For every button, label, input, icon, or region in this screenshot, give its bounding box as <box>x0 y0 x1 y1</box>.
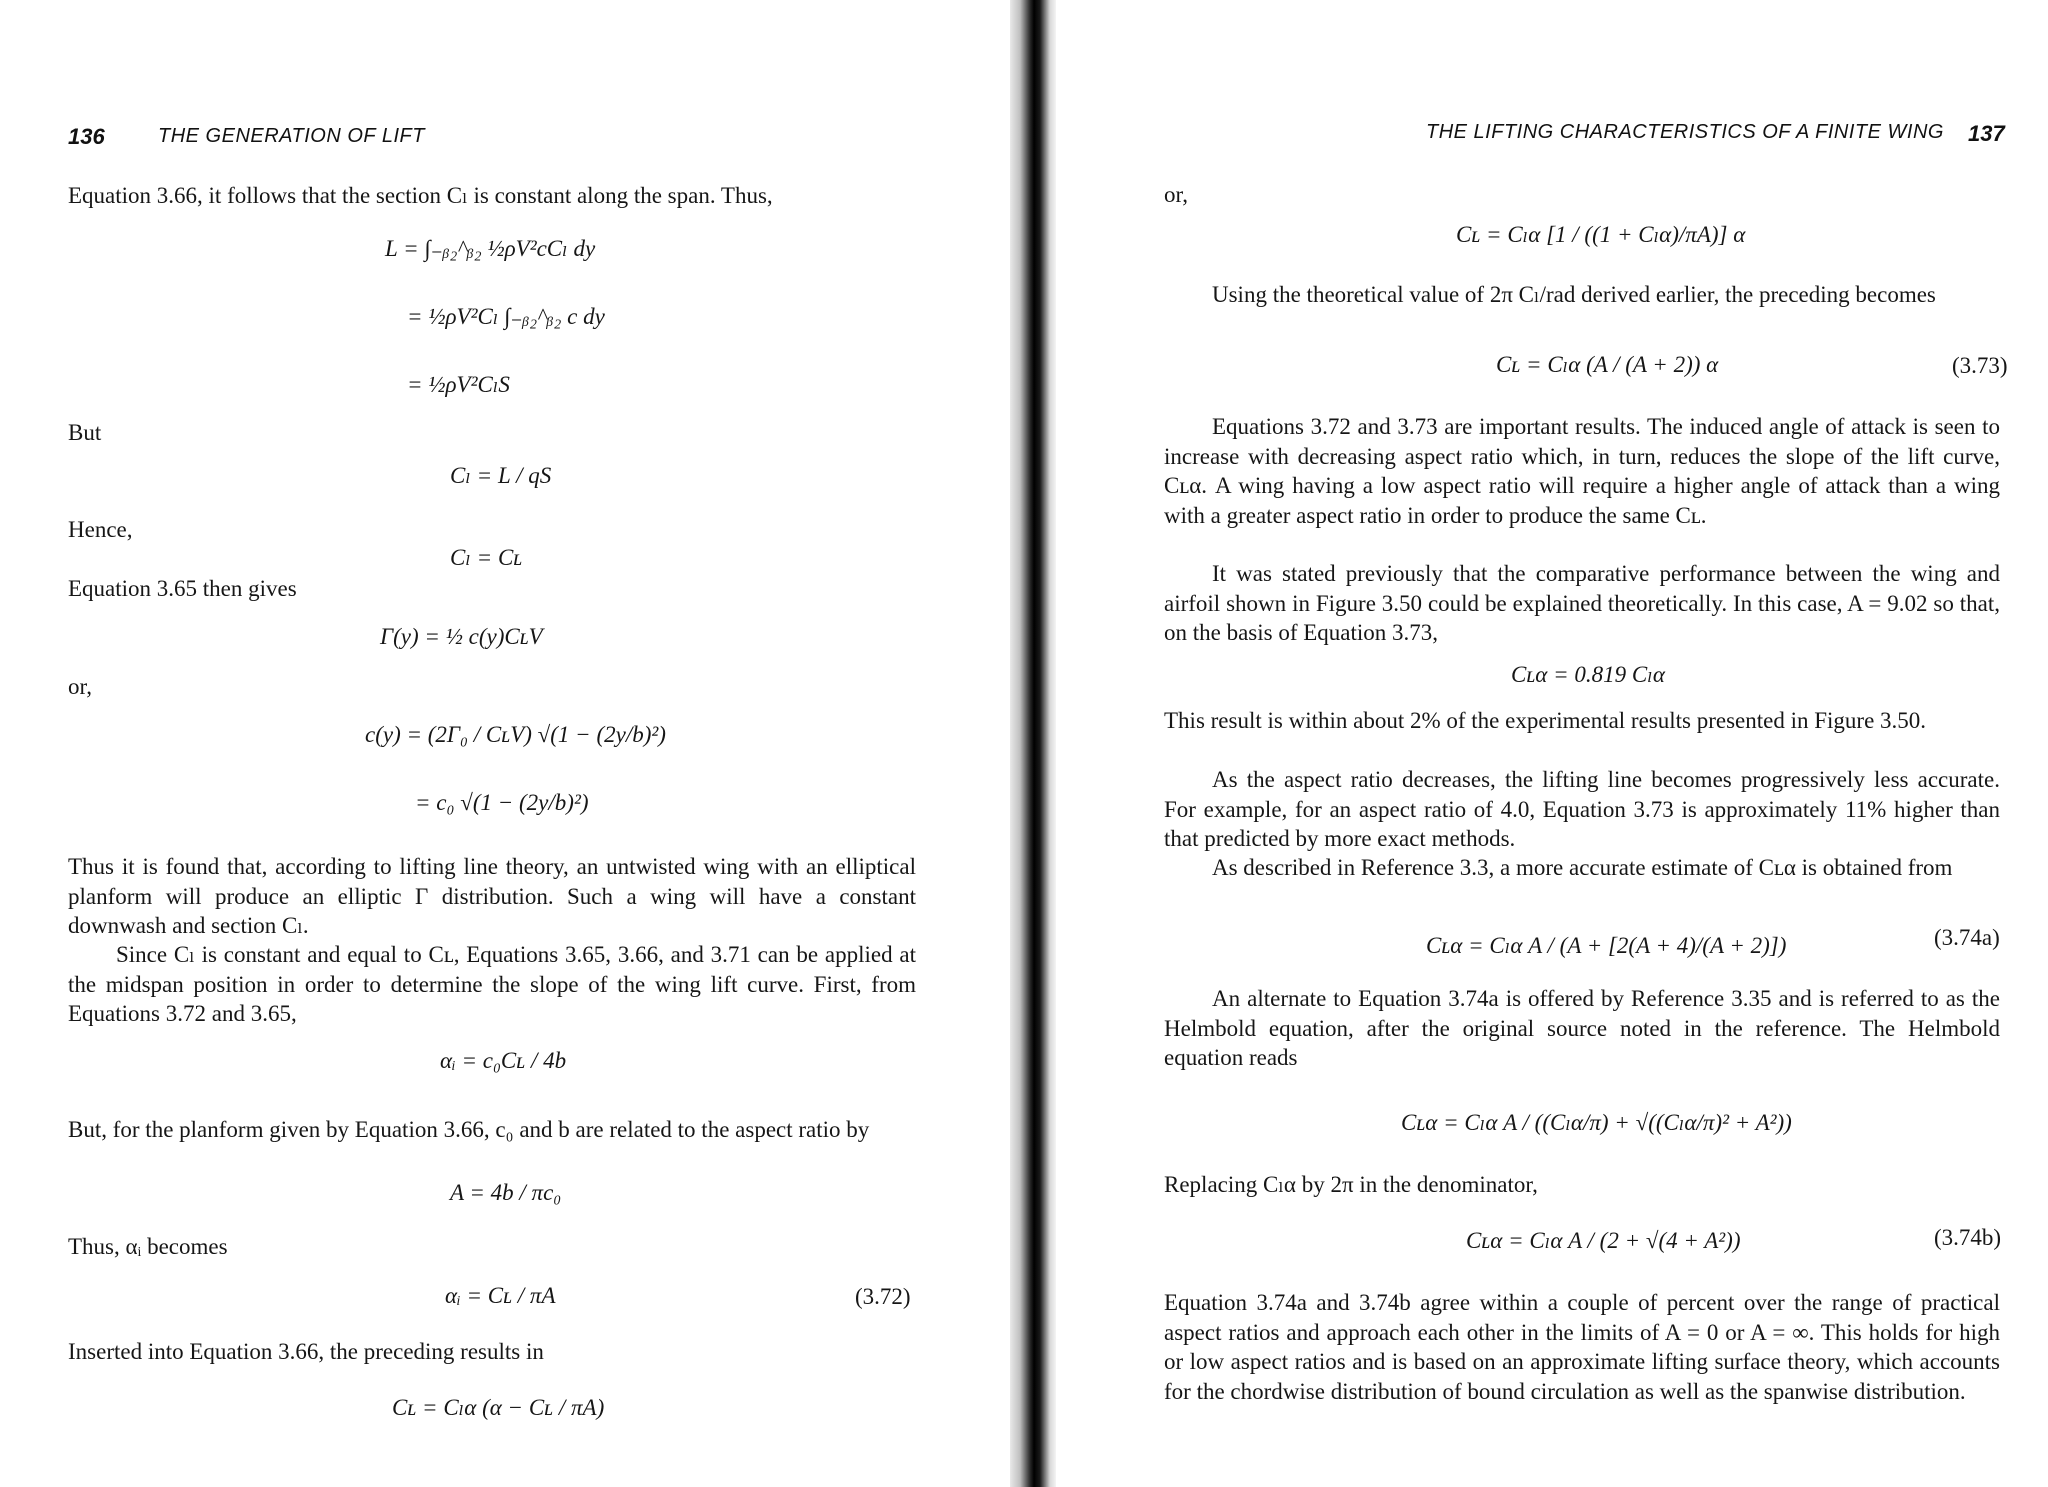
label-or-right: or, <box>1164 182 1188 207</box>
label-thus-alpha: Thus, αᵢ becomes <box>68 1234 228 1259</box>
paragraph-since: Since Cₗ is constant and equal to Cʟ, Equations 3.65, 3.66, and 3.71 can be applied at the midspan position in order to determine the slope of the wing lift curve. First, from Equations 3.72 and 3.65, <box>68 942 916 1026</box>
equation-chord-1: c(y) = (2Γ₀ / CʟV) √(1 − (2y/b)²) <box>365 722 666 747</box>
paragraph-equations: Equations 3.72 and 3.73 are important results. The induced angle of attack is seen to increase with decreasing aspect ratio which, in turn, reduces the slope of the lift curve, Cʟα. A wing having a low aspect ratio will require a higher angle of attack than a wing with a greater aspect ratio in order to produce the same Cʟ. <box>1164 414 2000 528</box>
paragraph-planform: But, for the planform given by Equation 3.66, c₀ and b are related to the aspect ratio by <box>68 1117 870 1142</box>
label-hence: Hence, <box>68 517 133 542</box>
equation-cl-final: Cʟ = Cₗα (α − Cʟ / πA) <box>392 1395 605 1420</box>
equation-lift-result: = ½ρV²CₗS <box>407 372 510 397</box>
intro-line: Equation 3.66, it follows that the section Cₗ is constant along the span. Thus, <box>68 183 773 208</box>
page-number-left: 136 <box>68 124 105 149</box>
equation-number-373: (3.73) <box>1952 353 2008 378</box>
label-replacing: Replacing Cₗα by 2π in the denominator, <box>1164 1172 1538 1197</box>
equation-374a: Cʟα = Cₗα A / (A + [2(A + 4)/(A + 2)]) <box>1426 933 1787 958</box>
left-page <box>0 0 1010 1487</box>
equation-gamma: Γ(y) = ½ c(y)CʟV <box>380 624 543 649</box>
equation-chord-2: = c₀ √(1 − (2y/b)²) <box>415 790 589 815</box>
equation-cl-bracket: Cʟ = Cₗα [1 / ((1 + Cₗα)/πA)] α <box>1456 222 1746 247</box>
equation-helmbold: Cʟα = Cₗα A / ((Cₗα/π) + √((Cₗα/π)² + A²)) <box>1401 1110 1792 1135</box>
equation-0819: Cʟα = 0.819 Cₗα <box>1511 662 1665 687</box>
label-or-left: or, <box>68 674 92 699</box>
equation-lift-factored: = ½ρV²Cₗ ∫₋ᵦ₂^ᵦ₂ c dy <box>407 304 605 329</box>
paragraph-using: Using the theoretical value of 2π Cₗ/rad derived earlier, the preceding becomes <box>1212 282 1936 307</box>
equation-lift-integral: L = ∫₋ᵦ₂^ᵦ₂ ½ρV²cCₗ dy <box>385 236 596 261</box>
equation-number-374b: (3.74b) <box>1934 1225 2002 1250</box>
page-number-right: 137 <box>1968 121 2005 146</box>
equation-aspect-ratio: A = 4b / πc₀ <box>450 1180 562 1205</box>
equation-cl-qs: Cₗ = L / qS <box>450 463 552 488</box>
running-head-left: THE GENERATION OF LIFT <box>158 125 425 147</box>
right-page <box>1056 0 2048 1487</box>
paragraph-as-aspect: As the aspect ratio decreases, the lifting line becomes progressively less accurate. For example, for an aspect ratio of 4.0, Equation 3.73 is approximately 11% higher than that predicted by more exact methods. <box>1164 767 2000 851</box>
paragraph-result: This result is within about 2% of the experimental results presented in Figure 3.50. <box>1164 708 1927 733</box>
paragraph-alternate: An alternate to Equation 3.74a is offered by Reference 3.35 and is referred to as the Helmbold equation, after the original source noted in the reference. The Helmbold equation reads <box>1164 986 2000 1070</box>
equation-cl-equal: Cₗ = Cʟ <box>450 545 523 570</box>
paragraph-stated: It was stated previously that the comparative performance between the wing and airfoil shown in Figure 3.50 could be explained theoretically. In this case, A = 9.02 so that, on the basis of Equation 3.73, <box>1164 561 2000 645</box>
paragraph-as-described: As described in Reference 3.3, a more accurate estimate of Cʟα is obtained from <box>1212 855 1953 880</box>
equation-alpha-i-result: αᵢ = Cʟ / πA <box>445 1283 556 1308</box>
running-head-right: THE LIFTING CHARACTERISTICS OF A FINITE WING <box>1426 121 1944 143</box>
paragraph-final: Equation 3.74a and 3.74b agree within a couple of percent over the range of practical aspect ratios and approach each other in the limits of A = 0 or A = ∞. This holds for high or low aspect ratios and is based on an approximate lifting surface theory, which accounts for the chordwise distribution of bound circulation as well as the spanwise distribution. <box>1164 1290 2000 1404</box>
equation-number-372: (3.72) <box>855 1284 911 1309</box>
equation-number-374a: (3.74a) <box>1934 925 2000 950</box>
label-equation-365: Equation 3.65 then gives <box>68 576 297 601</box>
book-binding <box>1010 0 1056 1487</box>
equation-374b: Cʟα = Cₗα A / (2 + √(4 + A²)) <box>1466 1228 1741 1253</box>
label-but: But <box>68 420 102 445</box>
equation-alpha-i: αᵢ = c₀Cʟ / 4b <box>440 1048 567 1073</box>
equation-373: Cʟ = Cₗα (A / (A + 2)) α <box>1496 352 1719 377</box>
label-inserted: Inserted into Equation 3.66, the preceding results in <box>68 1339 544 1364</box>
paragraph-elliptic: Thus it is found that, according to lifting line theory, an untwisted wing with an elliptical planform will produce an elliptic Γ distribution. Such a wing will have a constant downwash and section Cₗ. <box>68 854 916 938</box>
